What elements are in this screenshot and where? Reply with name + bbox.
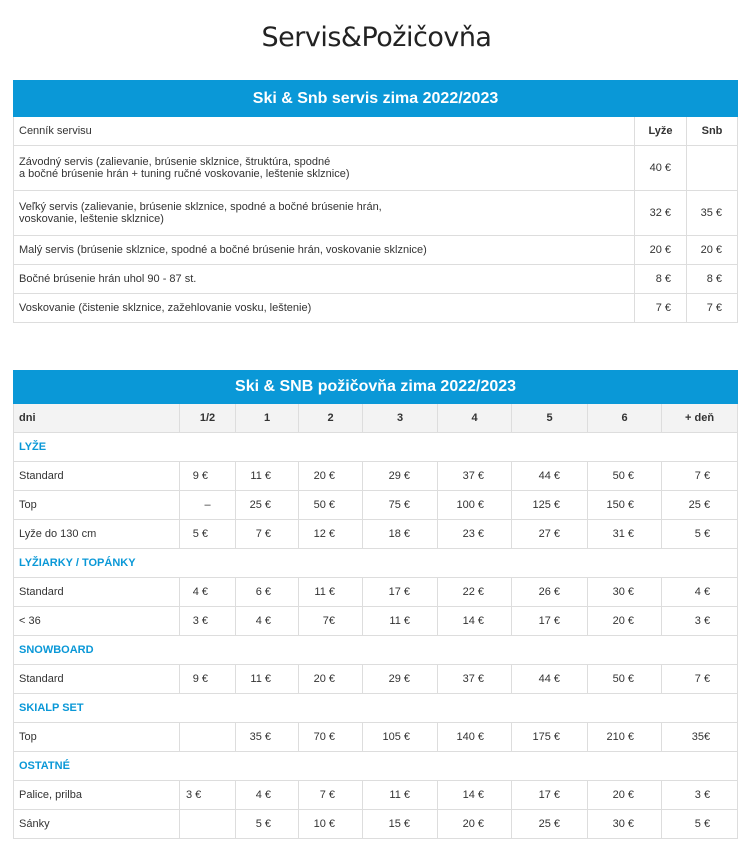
- price-cell: 7 €: [236, 520, 299, 549]
- section-row: [14, 549, 738, 578]
- price-cell: 25 €: [512, 810, 588, 839]
- price-cell: 37 €: [438, 665, 512, 694]
- price-cell: 29 €: [363, 462, 438, 491]
- item-label: Standard: [14, 462, 180, 491]
- price-cell: 14 €: [438, 781, 512, 810]
- item-label: Sánky: [14, 810, 180, 839]
- rental-table-title: Ski & SNB požičovňa zima 2022/2023: [14, 371, 738, 404]
- section-title: SNOWBOARD: [14, 636, 738, 665]
- rental-column-header: 5: [512, 404, 588, 433]
- ski-price: 40 €: [635, 146, 687, 191]
- price-cell: 10 €: [299, 810, 363, 839]
- price-cell: 35€: [662, 723, 738, 752]
- price-cell: 18 €: [363, 520, 438, 549]
- price-cell: 4 €: [662, 578, 738, 607]
- price-cell: 70 €: [299, 723, 363, 752]
- rental-column-header: 6: [588, 404, 662, 433]
- price-cell: 27 €: [512, 520, 588, 549]
- service-name: Bočné brúsenie hrán uhol 90 - 87 st.: [14, 265, 635, 294]
- section-row: [14, 752, 738, 781]
- table-row: [14, 146, 738, 191]
- rental-price-table: [13, 370, 738, 839]
- price-cell: 14 €: [438, 607, 512, 636]
- price-cell: 5 €: [662, 810, 738, 839]
- rental-header-row: [14, 404, 738, 433]
- rental-column-header: 1: [236, 404, 299, 433]
- price-cell: 11 €: [363, 781, 438, 810]
- price-cell: 3 €: [180, 607, 236, 636]
- price-cell: 17 €: [512, 607, 588, 636]
- price-cell: 9 €: [180, 462, 236, 491]
- table-row: [14, 607, 738, 636]
- service-name: Voskovanie (čistenie sklznice, zažehlovanie vosku, leštenie): [14, 294, 635, 323]
- ski-price: 20 €: [635, 236, 687, 265]
- table-row: [14, 294, 738, 323]
- price-cell: 7 €: [662, 665, 738, 694]
- table-row: [14, 491, 738, 520]
- price-cell: 30 €: [588, 578, 662, 607]
- rental-column-header: 4: [438, 404, 512, 433]
- snb-price: 35 €: [687, 191, 738, 236]
- page-title: Servis&Požičovňa: [261, 22, 492, 53]
- table-row: [14, 520, 738, 549]
- section-row: [14, 636, 738, 665]
- price-cell: 7 €: [662, 462, 738, 491]
- price-cell: 20 €: [588, 781, 662, 810]
- item-label: Standard: [14, 578, 180, 607]
- price-cell: 12 €: [299, 520, 363, 549]
- price-cell: 29 €: [363, 665, 438, 694]
- item-label: Top: [14, 723, 180, 752]
- table-row: [14, 236, 738, 265]
- price-cell: 105 €: [363, 723, 438, 752]
- service-header-label: Cenník servisu: [14, 117, 635, 146]
- ski-price: 7 €: [635, 294, 687, 323]
- price-cell: 37 €: [438, 462, 512, 491]
- price-cell: 175 €: [512, 723, 588, 752]
- item-label: < 36: [14, 607, 180, 636]
- rental-column-header: 3: [363, 404, 438, 433]
- table-row: [14, 191, 738, 236]
- price-cell: 4 €: [180, 578, 236, 607]
- price-cell: 35 €: [236, 723, 299, 752]
- snb-price: 8 €: [687, 265, 738, 294]
- price-cell: 3 €: [662, 781, 738, 810]
- price-cell: 6 €: [236, 578, 299, 607]
- rental-column-header: dni: [14, 404, 180, 433]
- price-cell: [180, 810, 236, 839]
- service-header-ski: Lyže: [635, 117, 687, 146]
- price-cell: 4 €: [236, 781, 299, 810]
- service-price-table: [13, 80, 738, 323]
- table-row: [14, 665, 738, 694]
- price-cell: 20 €: [299, 665, 363, 694]
- section-row: [14, 694, 738, 723]
- ski-price: 32 €: [635, 191, 687, 236]
- service-name: Malý servis (brúsenie sklznice, spodné a bočné brúsenie hrán, voskovanie sklznice): [14, 236, 635, 265]
- price-cell: 3 €: [180, 781, 236, 810]
- price-cell: 30 €: [588, 810, 662, 839]
- item-label: Lyže do 130 cm: [14, 520, 180, 549]
- price-cell: 11 €: [236, 462, 299, 491]
- snb-price: 20 €: [687, 236, 738, 265]
- rental-column-header: + deň: [662, 404, 738, 433]
- rental-column-header: 2: [299, 404, 363, 433]
- snb-price: 7 €: [687, 294, 738, 323]
- price-cell: 50 €: [588, 665, 662, 694]
- service-name: Veľký servis (zalievanie, brúsenie sklznice, spodné a bočné brúsenie hrán, voskovanie, leštenie sklznice): [14, 191, 635, 236]
- price-cell: 15 €: [363, 810, 438, 839]
- price-cell: 20 €: [299, 462, 363, 491]
- price-cell: 23 €: [438, 520, 512, 549]
- price-cell: 20 €: [588, 607, 662, 636]
- section-title: LYŽIARKY / TOPÁNKY: [14, 549, 738, 578]
- item-label: Palice, prilba: [14, 781, 180, 810]
- section-row: [14, 433, 738, 462]
- item-label: Top: [14, 491, 180, 520]
- table-row: [14, 462, 738, 491]
- price-cell: 22 €: [438, 578, 512, 607]
- service-name: Závodný servis (zalievanie, brúsenie sklznice, štruktúra, spodné a bočné brúsenie hrán + tuning ručné voskovanie, leštenie sklznice): [14, 146, 635, 191]
- table-row: [14, 723, 738, 752]
- ski-price: 8 €: [635, 265, 687, 294]
- price-cell: 5 €: [662, 520, 738, 549]
- price-cell: 140 €: [438, 723, 512, 752]
- table-row: [14, 265, 738, 294]
- price-cell: 25 €: [662, 491, 738, 520]
- table-row: [14, 578, 738, 607]
- item-label: Standard: [14, 665, 180, 694]
- price-cell: 44 €: [512, 665, 588, 694]
- price-cell: 50 €: [588, 462, 662, 491]
- section-title: OSTATNÉ: [14, 752, 738, 781]
- price-cell: 125 €: [512, 491, 588, 520]
- price-cell: 3 €: [662, 607, 738, 636]
- section-title: LYŽE: [14, 433, 738, 462]
- price-cell: 5 €: [236, 810, 299, 839]
- section-title: SKIALP SET: [14, 694, 738, 723]
- table-row: [14, 810, 738, 839]
- price-cell: –: [180, 491, 236, 520]
- service-header-row: [14, 117, 738, 146]
- price-cell: 17 €: [363, 578, 438, 607]
- price-cell: 11 €: [363, 607, 438, 636]
- price-cell: 11 €: [299, 578, 363, 607]
- price-cell: 31 €: [588, 520, 662, 549]
- price-cell: 17 €: [512, 781, 588, 810]
- service-header-snb: Snb: [687, 117, 738, 146]
- price-cell: [180, 723, 236, 752]
- price-cell: 44 €: [512, 462, 588, 491]
- table-row: [14, 781, 738, 810]
- snb-price: [687, 146, 738, 191]
- price-cell: 25 €: [236, 491, 299, 520]
- price-cell: 26 €: [512, 578, 588, 607]
- price-cell: 5 €: [180, 520, 236, 549]
- price-cell: 7 €: [299, 781, 363, 810]
- price-cell: 11 €: [236, 665, 299, 694]
- service-table-title: Ski & Snb servis zima 2022/2023: [14, 81, 738, 117]
- rental-column-header: 1/2: [180, 404, 236, 433]
- price-cell: 150 €: [588, 491, 662, 520]
- price-cell: 210 €: [588, 723, 662, 752]
- price-cell: 100 €: [438, 491, 512, 520]
- price-cell: 4 €: [236, 607, 299, 636]
- price-cell: 7€: [299, 607, 363, 636]
- price-cell: 75 €: [363, 491, 438, 520]
- price-cell: 50 €: [299, 491, 363, 520]
- price-cell: 9 €: [180, 665, 236, 694]
- price-cell: 20 €: [438, 810, 512, 839]
